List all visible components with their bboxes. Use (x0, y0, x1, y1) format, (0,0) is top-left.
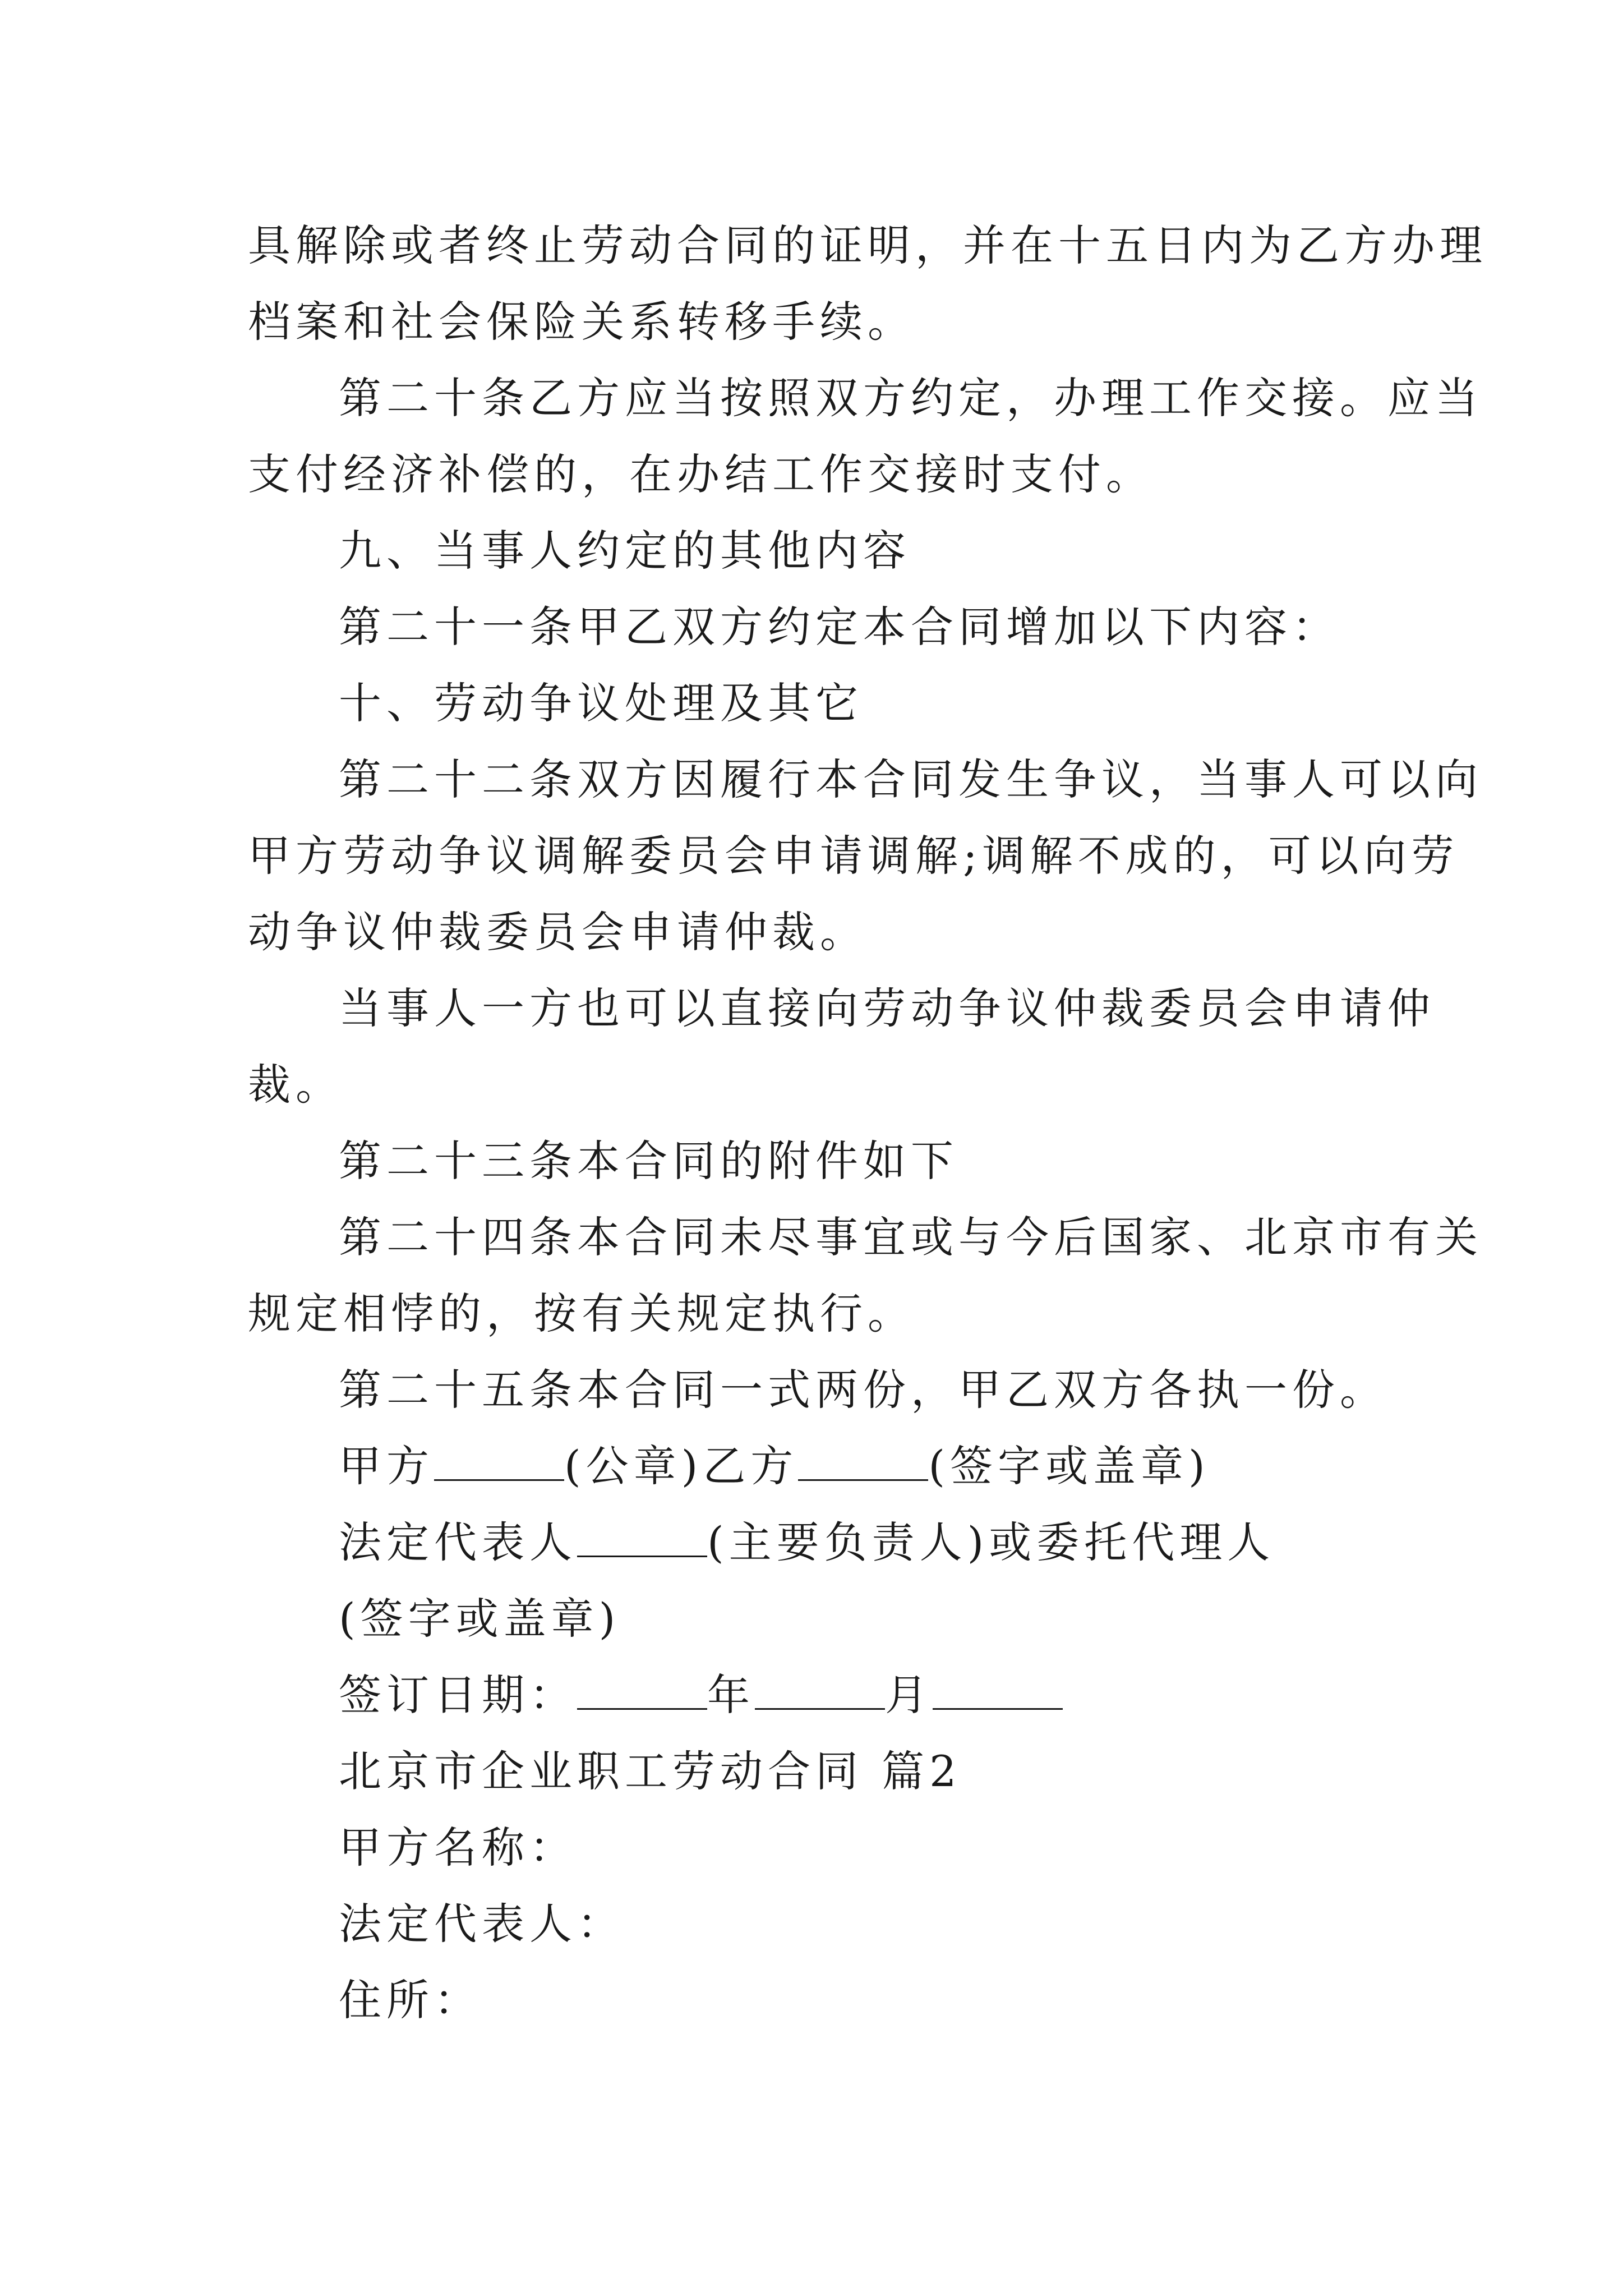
text-line: 裁。 (248, 1060, 343, 1110)
day-blank (933, 1673, 1063, 1710)
sign-or-seal-label: (签字或盖章) (928, 1441, 1210, 1491)
party-a-label: 甲方 (339, 1441, 434, 1491)
principal-label: (主要负责人)或委托代理人 (707, 1517, 1275, 1567)
month-label: 月 (885, 1670, 933, 1720)
sign-or-seal-line: (签字或盖章) (339, 1594, 621, 1644)
legal-rep-line (248, 1504, 1381, 1581)
article-23: 第二十三条本合同的附件如下 (339, 1136, 958, 1186)
text-line: 甲方劳动争议调解委员会申请调解;调解不成的，可以向劳 (248, 831, 1459, 881)
party-b-blank (798, 1444, 928, 1481)
year-blank (577, 1673, 707, 1710)
sign-date-line (248, 1657, 1381, 1733)
text-line: 档案和社会保险关系转移手续。 (248, 297, 915, 347)
text-line: 当事人一方也可以直接向劳动争议仲裁委员会申请仲 (339, 983, 1435, 1033)
legal-rep-label: 法定代表人 (339, 1517, 577, 1567)
signature-parties-line (248, 1428, 1381, 1504)
party-a-name-label: 甲方名称： (339, 1823, 577, 1872)
year-label: 年 (707, 1670, 755, 1720)
text-line: 支付经济补偿的，在办结工作交接时支付。 (248, 449, 1154, 499)
party-a-blank (434, 1444, 564, 1481)
article-25: 第二十五条本合同一式两份，甲乙双方各执一份。 (339, 1365, 1387, 1415)
party-b-label: 乙方 (703, 1441, 799, 1491)
article-24: 第二十四条本合同未尽事宜或与今后国家、北京市有关 (339, 1212, 1483, 1262)
date-label: 签订日期： (339, 1670, 577, 1720)
text-line: 规定相悖的，按有关规定执行。 (248, 1289, 915, 1338)
article-22: 第二十二条双方因履行本合同发生争议，当事人可以向 (339, 754, 1483, 804)
text-line: 动争议仲裁委员会申请仲裁。 (248, 907, 868, 957)
article-20: 第二十条乙方应当按照双方约定，办理工作交接。应当 (339, 373, 1483, 423)
section-title: 北京市企业职工劳动合同 篇2 (339, 1746, 962, 1796)
legal-rep-field-label: 法定代表人： (339, 1899, 625, 1949)
address-label: 住所： (339, 1975, 482, 2025)
section-heading-10: 十、劳动争议处理及其它 (339, 678, 863, 728)
month-blank (755, 1673, 885, 1710)
legal-rep-blank (577, 1521, 707, 1557)
article-21: 第二十一条甲乙双方约定本合同增加以下内容： (339, 602, 1340, 652)
section-heading-9: 九、当事人约定的其他内容 (339, 526, 911, 576)
text-line: 具解除或者终止劳动合同的证明，并在十五日内为乙方办理 (248, 220, 1487, 270)
document-page (248, 208, 1487, 2039)
seal-label: (公章) (564, 1441, 703, 1491)
